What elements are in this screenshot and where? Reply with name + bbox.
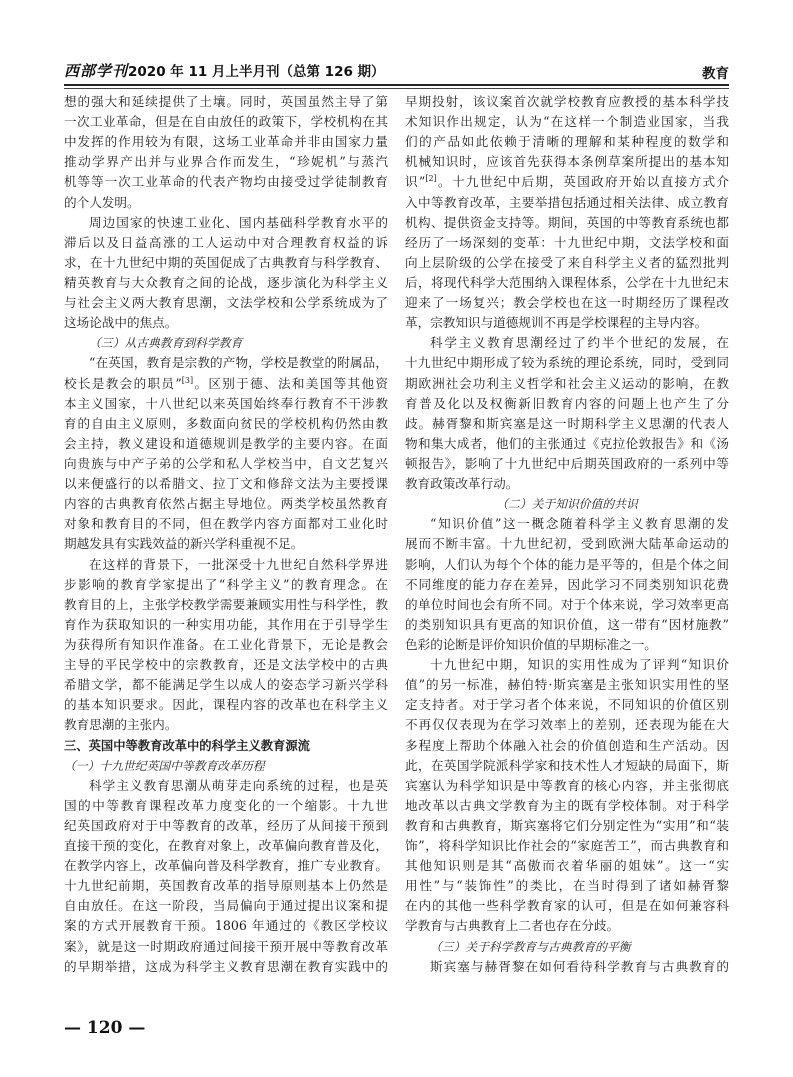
text-line: 术知识作出规定，认为“在这样一个制造业国家，当我 xyxy=(405,114,729,130)
text-line: 的个人发明。 xyxy=(64,194,140,210)
text-line: 主导的平民学校中的宗教教育，还是文法学校中的古典 xyxy=(64,657,388,673)
text-line: 学教育与古典教育上二者也存在分歧。 xyxy=(405,918,620,934)
text-line: 希腊文学，都不能满足学生以成人的姿态学习新兴学科 xyxy=(64,677,388,693)
text-line: 在内的其他一些科学教育家的认可，但是在如何兼容科 xyxy=(405,898,729,914)
text-line: 色彩的论断是评价知识价值的早期标准之一。 xyxy=(405,636,657,652)
subsection-heading: （二）关于知识价值的共识 xyxy=(496,497,638,512)
text-line: 展而不断丰富。十九世纪初，受到欧洲大陆革命运动的 xyxy=(405,536,729,552)
journal-logo: 西部学刊 xyxy=(64,62,129,80)
text-line: 教育政策改革行动。 xyxy=(405,476,519,492)
text-line: 案的方式开展教育干预。1806 年通过的《教区学校议 xyxy=(64,918,388,934)
text-line: 歧。赫胥黎和斯宾塞是这一时期科学主义思潮的代表人 xyxy=(405,415,729,431)
text-line: 革，宗教知识与道德规训不再是学校课程的主导内容。 xyxy=(405,315,708,331)
text-line: 的基本知识要求。因此，课程内容的改革也在科学主义 xyxy=(64,697,388,713)
header-rule xyxy=(64,84,729,86)
text-line: 科学主义教育思潮从萌芽走向系统的过程，也是英 xyxy=(89,777,388,793)
text-line: “在英国，教育是宗教的产物，学校是教堂的附属品， xyxy=(89,355,388,371)
text-line: 期欧洲社会功利主义哲学和社会主义运动的影响，在教 xyxy=(405,375,729,391)
text-line: 不再仅仅表现为在学习效率上的差别，还表现为能在大 xyxy=(405,717,729,733)
text-line: 这场论战中的焦点。 xyxy=(64,315,178,331)
text-line: 定支持者。对于学习者个体来说，不同知识的价值区别 xyxy=(405,697,729,713)
text-line: 们的产品如此依赖于清晰的理解和某种程度的数学和 xyxy=(405,134,729,150)
text-line: 用性”与“装饰性”的类比，在当时得到了诸如赫胥黎 xyxy=(405,878,729,894)
text-line: 一次工业革命，但是在自由放任的政策下，学校机构在其 xyxy=(64,114,388,130)
text-line: 推动学界产出并与业界合作而发生，“珍妮机”与蒸汽 xyxy=(64,154,388,170)
text-line: 后，将现代科学大范围纳入课程体系，公学在十九世纪末 xyxy=(405,274,729,290)
text-line: “知识价值”这一概念随着科学主义教育思潮的发 xyxy=(430,516,729,532)
text-line: 的类别知识具有更高的知识价值，这一带有“因材施教” xyxy=(405,616,729,632)
text-line: 与社会主义两大教育思潮，文法学校和公学系统成为了 xyxy=(64,295,388,311)
subsection-heading: （一）十九世纪英国中等教育改革历程 xyxy=(64,758,265,773)
text-line: 饰”，将科学知识比作社会的“家庭苦工”，而古典教育和 xyxy=(405,838,729,854)
text-line: 教育目的上，主张学校教学需要兼顾实用性与科学性，教 xyxy=(64,596,388,612)
page-number: — 120 — xyxy=(64,1018,146,1038)
text-line: 纪英国政府对于中等教育的改革，经历了从间接干预到 xyxy=(64,817,388,833)
text-line: 顿报告》，影响了十九世纪中后期英国政府的一系列中等 xyxy=(405,455,729,471)
text-line: 自由放任。在这一阶段，当局偏向于通过提出议案和提 xyxy=(64,898,388,914)
text-line: 多程度上帮助个体融入社会的价值创造和生产活动。因 xyxy=(405,737,729,753)
text-line: 周边国家的快速工业化、国内基础科学教育水平的 xyxy=(89,214,388,230)
journal-masthead xyxy=(64,60,385,81)
text-line: 影响，人们认为每个个体的能力是平等的，但是个体之间 xyxy=(405,556,729,572)
text-line: 对象和教育目的不同，但在教学内容方面都对工业化时 xyxy=(64,516,388,532)
text-line: 校长是教会的职员”[3]。区别于德、法和美国等其他资 xyxy=(64,375,388,391)
text-line: 斯宾塞与赫胥黎在如何看待科学教育与古典教育的 xyxy=(430,958,729,974)
text-line: 步影响的教育学家提出了“科学主义”的教育理念。在 xyxy=(64,576,388,592)
text-line: 十九世纪中期形成了较为系统的理论系统，同时，受到同 xyxy=(405,355,729,371)
text-line: 想的强大和延续提供了土壤。同时，英国虽然主导了第 xyxy=(64,94,388,109)
text-line: 育的自由主义原则，多数面向贫民的学校机构仍然由教 xyxy=(64,415,388,431)
text-line: 滞后以及日益高涨的工人运动中对合理教育权益的诉 xyxy=(64,234,388,250)
section-heading: 三、英国中等教育改革中的科学主义教育源流 xyxy=(64,738,310,753)
text-line: 本主义国家，十八世纪以来英国始终奉行教育不干涉教 xyxy=(64,395,388,411)
text-line: 期越发具有实践效益的新兴学科重视不足。 xyxy=(64,536,304,552)
text-line: 在这样的背景下，一批深受十九世纪自然科学界进 xyxy=(89,556,388,572)
text-line: 宾塞认为科学知识是中等教育的核心内容，并主张彻底 xyxy=(405,777,729,793)
text-line: 向贵族与中产子弟的公学和私人学校当中，自文艺复兴 xyxy=(64,455,388,471)
text-line: 迎来了一场复兴；教会学校也在这一时期经历了课程改 xyxy=(405,295,729,311)
subsection-heading: （三）关于科学教育与古典教育的平衡 xyxy=(430,939,631,954)
text-line: 中发挥的作用较为有限，这场工业革命并非由国家力量 xyxy=(64,134,388,150)
subsection-heading: （三）从古典教育到科学教育 xyxy=(89,336,243,351)
text-line: 物和集大成者，他们的主张通过《克拉伦敦报告》和《汤 xyxy=(405,435,729,451)
text-line: 在教学内容上，改革偏向普及科学教育，推广专业教育。 xyxy=(64,858,388,874)
text-line: 国的中等教育课程改革力度变化的一个缩影。十九世 xyxy=(64,797,388,813)
right-column xyxy=(405,92,729,977)
text-line: 十九世纪中期，知识的实用性成为了评判“知识价 xyxy=(430,657,729,673)
text-line: 教育和古典教育，斯宾塞将它们分别定性为“实用”和“装 xyxy=(405,817,729,833)
text-line: 十九世纪前期，英国教育改革的指导原则基本上仍然是 xyxy=(64,878,388,894)
text-line: 的早期举措，这成为科学主义教育思潮在教育实践中的 xyxy=(64,958,388,974)
text-line: 其他知识则是其“高傲而衣着华丽的姐妹”。这一“实 xyxy=(405,858,729,874)
text-line: 育普及化以及权衡新旧教育内容的问题上也产生了分 xyxy=(405,395,729,411)
citation-marker: [2] xyxy=(425,174,437,184)
text-line: 会主持，教义建设和道德规训是教学的主要内容。在面 xyxy=(64,435,388,451)
left-column xyxy=(64,92,388,977)
text-line: 求，在十九世纪中期的英国促成了古典教育与科学教育、 xyxy=(64,254,388,270)
section-label: 教育 xyxy=(702,66,729,82)
text-line: 直接干预的变化，在教育对象上，改革偏向教育普及化， xyxy=(64,838,388,854)
text-line: 不同维度的能力存在差异，因此学习不同类别知识花费 xyxy=(405,576,729,592)
issue-info: 2020 年 11 月上半月刊（总第 126 期） xyxy=(128,64,385,80)
text-line: 值”的另一标准，赫伯特·斯宾塞是主张知识实用性的坚 xyxy=(405,677,729,693)
text-line: 地改革以古典文学教育为主的既有学校体制。对于科学 xyxy=(405,797,729,813)
text-line: 此，在英国学院派科学家和技术性人才短缺的局面下，斯 xyxy=(405,757,729,773)
text-line: 早期投射，该议案首次就学校教育应教授的基本科学技 xyxy=(405,94,729,109)
text-line: 科学主义教育思潮经过了约半个世纪的发展，在 xyxy=(430,335,729,351)
citation-marker: [3] xyxy=(181,375,194,385)
text-line: 的单位时间也会有所不同。对于个体来说，学习效率更高 xyxy=(405,596,729,612)
text-line: 育作为获取知识的一种实用功能，其作用在于引导学生 xyxy=(64,616,388,632)
text-line: 案》，就是这一时期政府通过间接干预开展中等教育改革 xyxy=(64,938,388,954)
text-line: 机械知识时，应该首先获得本条例草案所提出的基本知 xyxy=(405,154,729,170)
text-line: 机等等一次工业革命的代表产物均由接受过学徒制教育 xyxy=(64,174,388,190)
text-line: 入中等教育改革，主要举措包括通过相关法律、成立教育 xyxy=(405,194,729,210)
text-line: 识”[2]。十九世纪中后期，英国政府开始以直接方式介 xyxy=(405,174,729,190)
text-line: 向上层阶级的公学在接受了来自科学主义者的猛烈批判 xyxy=(405,254,729,270)
text-line: 以来便盛行的以希腊文、拉丁文和修辞文法为主要授课 xyxy=(64,476,388,492)
text-line: 精英教育与大众教育之间的论战，逐步演化为科学主义 xyxy=(64,274,388,290)
text-line: 经历了一场深刻的变革：十九世纪中期，文法学校和面 xyxy=(405,234,729,250)
header-rule-thin xyxy=(64,88,729,89)
text-line: 内容的古典教育依然占据主导地位。两类学校虽然教育 xyxy=(64,496,388,512)
text-line: 为获得所有知识作准备。在工业化背景下，无论是教会 xyxy=(64,636,388,652)
text-line: 机构、提供资金支持等。期间，英国的中等教育系统也都 xyxy=(405,214,729,230)
text-line: 教育思潮的主张内。 xyxy=(64,717,178,733)
